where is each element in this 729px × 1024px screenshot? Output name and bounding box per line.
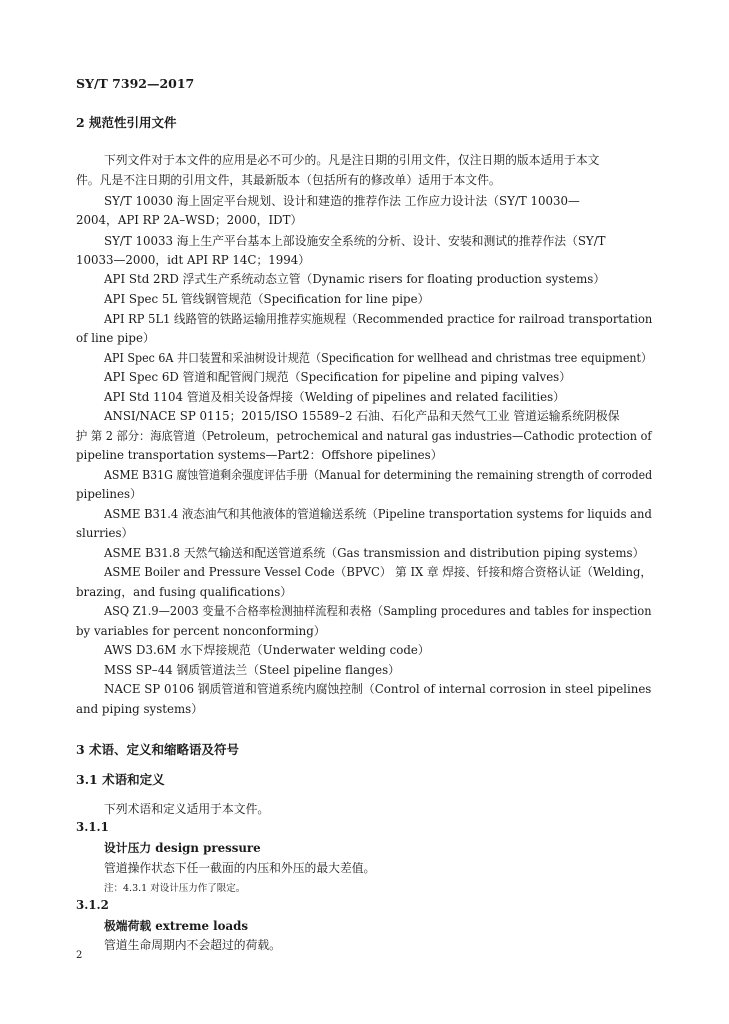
reference-item: API Spec 6D 管道和配管阀门规范（Specification for pipeline and piping valves） xyxy=(104,370,572,384)
reference-item: ANSI/NACE SP 0115；2015/ISO 15589–2 石油、石化产品和天然气工业 管道运输系统阴极保 xyxy=(104,409,620,423)
reference-item-cont: 10033—2000，idt API RP 14C；1994） xyxy=(76,253,311,267)
reference-item: SY/T 10033 海上生产平台基本上部设施安全系统的分析、设计、安装和测试的推荐作法（SY/T xyxy=(104,234,606,248)
reference-item: API RP 5L1 线路管的铁路运输用推荐实施规程（Recommended practice for railroad transportation xyxy=(104,312,653,326)
page-number: 2 xyxy=(76,950,83,961)
intro-line-1: 下列文件对于本文件的应用是必不可少的。凡是注日期的引用文件，仅注日期的版本适用于本文 xyxy=(104,153,600,167)
reference-item-cont: brazing，and fusing qualifications） xyxy=(76,585,293,599)
section-3-1-intro: 下列术语和定义适用于本文件。 xyxy=(104,802,270,816)
reference-item-cont: and piping systems） xyxy=(76,702,204,716)
term-number: 3.1.1 xyxy=(76,820,109,834)
term-number: 3.1.2 xyxy=(76,898,109,912)
reference-item: ASME B31.8 天然气输送和配送管道系统（Gas transmission and distribution piping systems） xyxy=(104,546,645,560)
section-3-heading: 3 术语、定义和缩略语及符号 xyxy=(76,742,240,757)
reference-item-cont: pipelines） xyxy=(76,487,142,501)
reference-item: API Std 2RD 浮式生产系统动态立管（Dynamic risers for floating production systems） xyxy=(104,272,606,286)
reference-item: ASME Boiler and Pressure Vessel Code（BPVC） 第 IX 章 焊接、钎接和熔合资格认证（Welding， xyxy=(104,565,652,579)
reference-item-cont: pipeline transportation systems—Part2：Offshore pipelines） xyxy=(76,448,443,462)
term-note: 注：4.3.1 对设计压力作了限定。 xyxy=(104,883,246,894)
reference-item-cont: of line pipe） xyxy=(76,331,155,345)
reference-item-cont: 2004，API RP 2A–WSD；2000，IDT） xyxy=(76,213,303,227)
term-definition: 管道操作状态下任一截面的内压和外压的最大差值。 xyxy=(104,861,376,875)
reference-item: ASME B31.4 液态油气和其他液体的管道输送系统（Pipeline transportation systems for liquids and xyxy=(104,507,652,521)
intro-line-2: 件。凡是不注日期的引用文件，其最新版本（包括所有的修改单）适用于本文件。 xyxy=(76,173,501,187)
term-title: 极端荷载 extreme loads xyxy=(104,919,248,933)
section-2-heading: 2 规范性引用文件 xyxy=(76,115,177,130)
reference-item: MSS SP–44 钢质管道法兰（Steel pipeline flanges） xyxy=(104,663,400,677)
reference-item: SY/T 10030 海上固定平台规划、设计和建造的推荐作法 工作应力设计法（SY/T 10030— xyxy=(104,194,580,208)
term-definition: 管道生命周期内不会超过的荷载。 xyxy=(104,938,281,952)
reference-item: AWS D3.6M 水下焊接规范（Underwater welding code） xyxy=(104,643,430,657)
section-3-1-heading: 3.1 术语和定义 xyxy=(76,772,165,787)
reference-item: API Spec 5L 管线钢管规范（Specification for line pipe） xyxy=(104,292,430,306)
reference-item: API Spec 6A 井口装置和采油树设计规范（Specification for wellhead and christmas tree equipment） xyxy=(104,351,653,365)
reference-item-cont: slurries） xyxy=(76,526,134,540)
reference-item: API Std 1104 管道及相关设备焊接（Welding of pipelines and related facilities） xyxy=(104,390,565,404)
reference-item-cont: 护 第 2 部分：海底管道（Petroleum，petrochemical and natural gas industries—Cathodic protection of xyxy=(76,429,652,443)
reference-item: ASME B31G 腐蚀管道剩余强度评估手册（Manual for determining the remaining strength of corroded xyxy=(104,468,653,482)
reference-item-cont: by variables for percent nonconforming） xyxy=(76,624,326,638)
reference-item: NACE SP 0106 钢质管道和管道系统内腐蚀控制（Control of internal corrosion in steel pipelines xyxy=(104,682,652,696)
term-title: 设计压力 design pressure xyxy=(104,841,261,855)
standard-code: SY/T 7392—2017 xyxy=(76,76,195,91)
reference-item: ASQ Z1.9—2003 变量不合格率检测抽样流程和表格（Sampling procedures and tables for inspection xyxy=(104,604,652,618)
